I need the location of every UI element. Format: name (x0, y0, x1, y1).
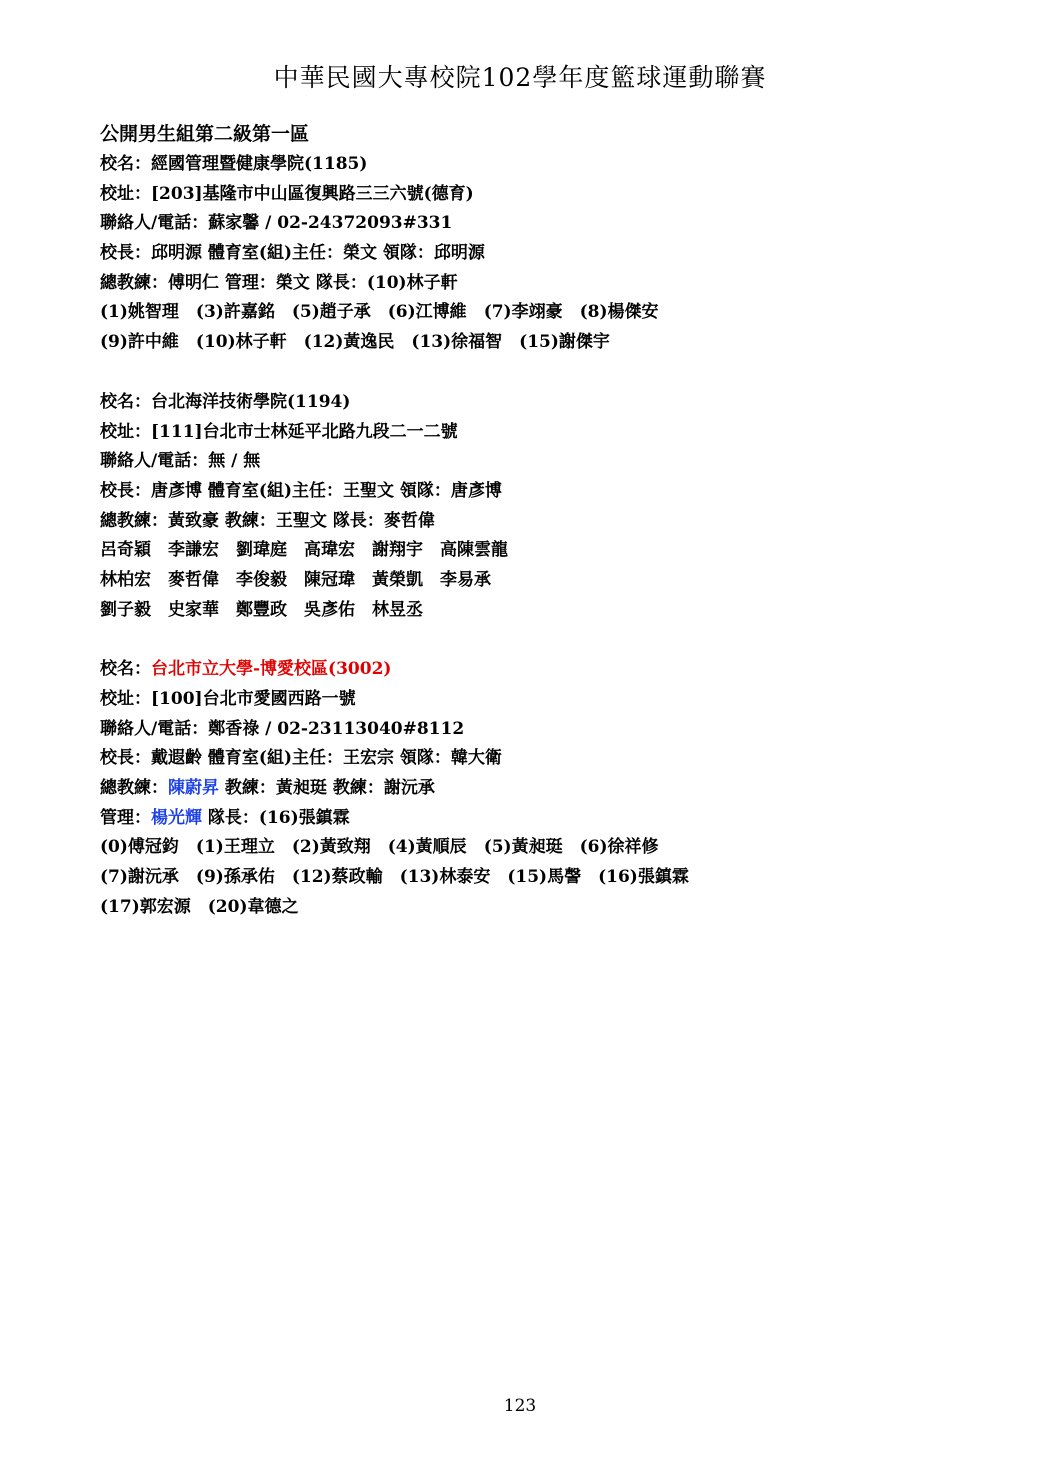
school-list (100, 150, 960, 953)
school-principal: 校長：唐彥博 體育室(組)主任：王聖文 領隊：唐彥博 (100, 480, 502, 501)
player: (0)傅冠鈞 (100, 837, 179, 858)
player: 高陳雲龍 (440, 540, 508, 561)
school-name: 台北海洋技術學院(1194) (151, 391, 351, 412)
player: 吳彥佑 (304, 599, 355, 620)
player: 李俊毅 (236, 569, 287, 590)
player: 劉瑋庭 (236, 540, 287, 561)
roster-row (100, 298, 960, 328)
player: 高瑋宏 (304, 540, 355, 561)
head-coach-label: 總教練： (100, 778, 168, 799)
player: 林昱丞 (372, 599, 423, 620)
player: 麥哲偉 (168, 569, 219, 590)
school-name: 台北市立大學-博愛校區(3002) (151, 659, 392, 680)
school-coaches: 總教練：傅明仁 管理：榮文 隊長：(10)林子軒 (100, 272, 458, 293)
player: 李謙宏 (168, 540, 219, 561)
roster-row (100, 863, 960, 893)
player: (5)趙子承 (291, 302, 371, 323)
player: (10)林子軒 (195, 332, 287, 353)
player: (15)謝傑宇 (519, 332, 610, 353)
school-manager (100, 804, 960, 834)
player: (4)黃順辰 (387, 837, 467, 858)
player: (16)張鎮霖 (598, 867, 689, 888)
player: (8)楊傑安 (579, 302, 659, 323)
player: 謝翔宇 (372, 540, 423, 561)
player: 黃榮凱 (372, 569, 423, 590)
page-number: 123 (503, 1396, 537, 1416)
school-contact: 聯絡人/電話：蘇家馨 / 02-24372093#331 (100, 213, 453, 234)
player: (2)黃致翔 (291, 837, 371, 858)
player: (13)徐福智 (411, 332, 503, 353)
roster-row (100, 596, 960, 626)
school-entry-1 (100, 150, 960, 358)
player: (6)江博維 (387, 302, 467, 323)
school-address: 校址：[203]基隆市中山區復興路三三六號(德育) (100, 183, 474, 204)
school-name-label: 校名： (100, 154, 151, 174)
school-address: 校址：[111]台北市士林延平北路九段二一二號 (100, 421, 458, 442)
player: (9)許中維 (100, 332, 179, 353)
school-entry-2 (100, 388, 960, 626)
school-name-line (100, 150, 960, 180)
player: (7)李翊豪 (483, 302, 563, 323)
player: (9)孫承佑 (195, 867, 275, 888)
roster-row (100, 833, 960, 863)
player: 林柏宏 (100, 569, 151, 590)
player: 呂奇穎 (100, 540, 151, 561)
roster-row (100, 536, 960, 566)
school-name-line (100, 388, 960, 418)
page-title: 中華民國大專校院102學年度籃球運動聯賽 (273, 63, 767, 92)
group-title: 公開男生組第二級第一區 (100, 123, 310, 145)
player: 史家華 (168, 599, 219, 620)
head-coach-name: 陳蔚昇 (168, 778, 219, 799)
player: (20)韋德之 (207, 896, 299, 917)
school-name-line (100, 655, 960, 685)
player: (6)徐祥修 (579, 837, 659, 858)
roster-row (100, 328, 960, 358)
player: (12)黃逸民 (303, 332, 395, 353)
player: 陳冠瑋 (304, 569, 355, 590)
player: (3)許嘉銘 (195, 302, 275, 323)
school-principal: 校長：邱明源 體育室(組)主任：榮文 領隊：邱明源 (100, 243, 485, 264)
manager-name: 楊光輝 (151, 807, 202, 828)
roster-row (100, 566, 960, 596)
player: 鄭豐政 (236, 599, 287, 620)
player: (12)蔡政輸 (291, 867, 383, 888)
player: (7)謝沅承 (100, 867, 179, 888)
player: (15)馬謦 (507, 867, 582, 888)
manager-rest: 隊長：(16)張鎮霖 (202, 807, 350, 828)
school-coaches: 總教練：黃致豪 教練：王聖文 隊長：麥哲偉 (100, 510, 435, 531)
player: (1)王理立 (195, 837, 275, 858)
school-entry-3 (100, 655, 960, 922)
school-address: 校址：[100]台北市愛國西路一號 (100, 689, 356, 709)
player: (5)黃昶珽 (483, 837, 563, 858)
school-name-label: 校名： (100, 659, 151, 680)
coaches-rest: 教練：黃昶珽 教練：謝沅承 (219, 778, 435, 799)
school-contact: 聯絡人/電話：鄭香祿 / 02-23113040#8112 (100, 718, 465, 739)
player: (13)林泰安 (399, 867, 491, 888)
player: 李易承 (440, 569, 491, 590)
school-principal: 校長：戴遐齡 體育室(組)主任：王宏宗 領隊：韓大衛 (100, 748, 502, 769)
school-contact: 聯絡人/電話：無 / 無 (100, 451, 261, 472)
player: (17)郭宏源 (100, 896, 191, 917)
player: 劉子毅 (100, 599, 151, 620)
school-coaches (100, 774, 960, 804)
roster-row (100, 893, 960, 923)
school-name: 經國管理暨健康學院(1185) (151, 154, 368, 174)
school-name-label: 校名： (100, 391, 151, 412)
player: (1)姚智理 (100, 302, 179, 323)
manager-label: 管理： (100, 807, 151, 828)
